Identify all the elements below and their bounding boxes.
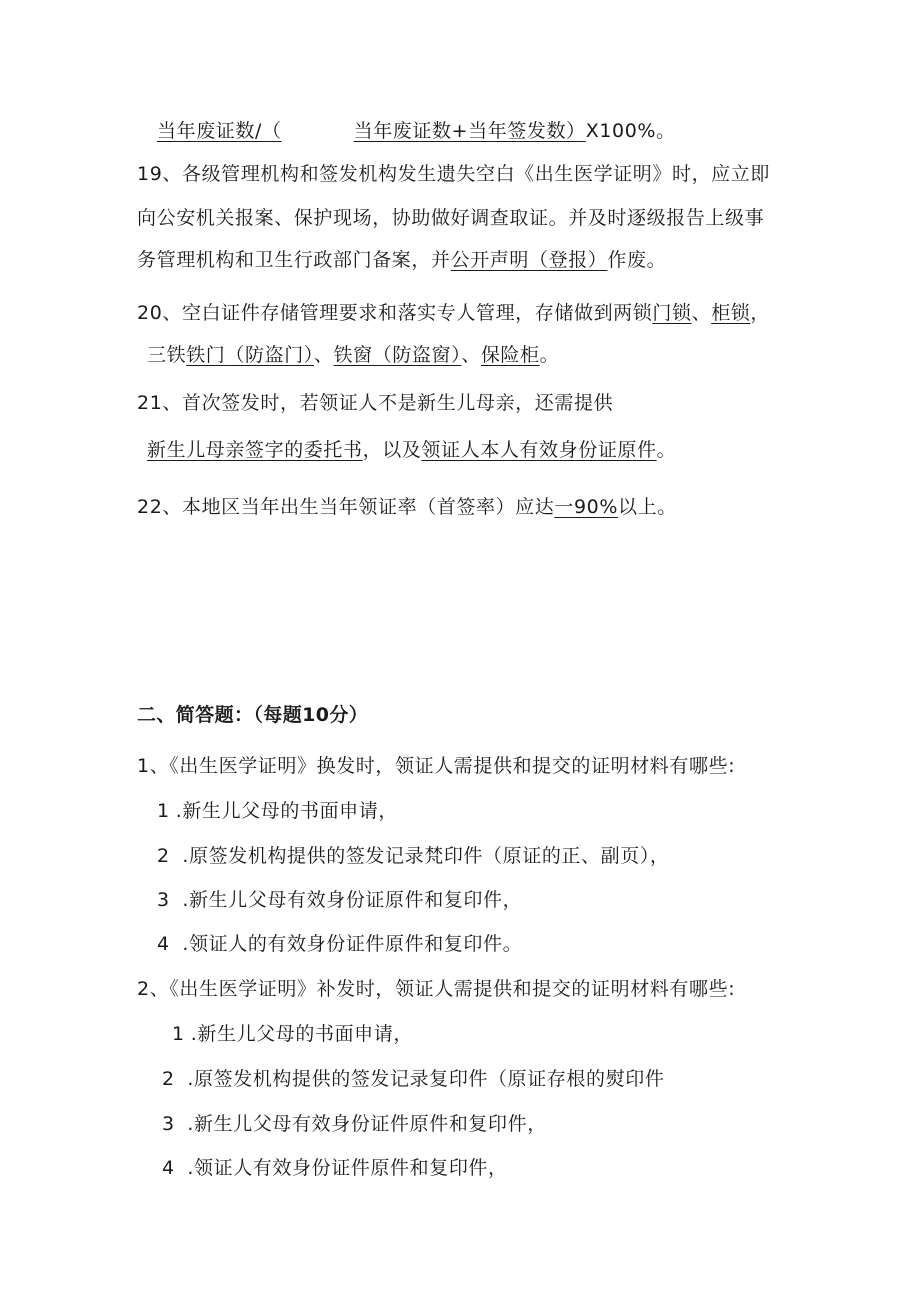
- sa2-item-2-num: 2: [162, 1068, 175, 1090]
- sa2-item-3-text: .新生儿父母有效身份证件原件和复印件，: [187, 1113, 547, 1135]
- sa2-item-4-text: .领证人有效身份证件原件和复印件，: [187, 1157, 508, 1179]
- sa1-item-4: [157, 930, 522, 958]
- sa2-item-1: [172, 1020, 413, 1048]
- q21-mid: ，以及: [362, 439, 422, 461]
- q19-line3-end: 作废。: [607, 249, 667, 271]
- q19-answer: 公开声明（登报）: [450, 249, 608, 271]
- sa2-item-2: [162, 1065, 664, 1093]
- section2-heading: 二、简答题：（每题10分）: [137, 704, 369, 726]
- sa2-item-1-num: 1: [172, 1023, 185, 1045]
- q20-sep2: 、: [461, 344, 481, 366]
- sa1-question: 1、《出生医学证明》换发时，领证人需提供和提交的证明材料有哪些:: [137, 755, 736, 777]
- sa1-item-1: [157, 797, 398, 825]
- q20-sep: 、: [691, 302, 712, 324]
- q18-formula-tail: X100%。: [585, 120, 676, 142]
- q19-line3: [137, 246, 666, 274]
- q20-line1-text: 20、空白证件存储管理要求和落实专人管理，存储做到两锁: [137, 302, 653, 324]
- q20-answer-iron-door: 铁门（防盗门）: [186, 344, 314, 366]
- q20-line1-end: ，: [750, 302, 771, 324]
- sa2-item-3-num: 3: [162, 1113, 175, 1135]
- q18-formula-line: [157, 117, 676, 145]
- q20-answer-iron-window: 铁窗（防盗窗）: [333, 344, 462, 366]
- sa1-item-4-text: .领证人的有效身份证件原件和复印件。: [182, 933, 523, 955]
- sa1-item-1-num: 1: [157, 800, 170, 822]
- q20-line2: [147, 341, 559, 369]
- sa2-question: 2、《出生医学证明》补发时，领证人需提供和提交的证明材料有哪些:: [137, 978, 736, 1000]
- sa1-item-4-num: 4: [157, 933, 170, 955]
- sa1-item-3-num: 3: [157, 889, 170, 911]
- sa2-item-2-text: .原签发机构提供的签发记录复印件（原证存根的熨印件: [187, 1068, 665, 1090]
- q20-line2-end: 。: [539, 344, 560, 366]
- q22-answer: 一90%: [554, 496, 619, 518]
- q22-text: 22、本地区当年出生当年领证率（首签率）应达: [137, 496, 555, 518]
- sa2-item-4-num: 4: [162, 1157, 175, 1179]
- q20-sep1: 、: [313, 344, 334, 366]
- q21-line2: [147, 436, 676, 464]
- sa1-item-2: [157, 842, 670, 870]
- sa1-item-3: [157, 886, 522, 914]
- sa2-item-1-text: .新生儿父母的书面申请，: [190, 1023, 413, 1045]
- q20-answer-door-lock: 门锁: [652, 302, 692, 324]
- sa1-item-1-text: .新生儿父母的书面申请，: [175, 800, 398, 822]
- sa2-item-4: [162, 1154, 508, 1182]
- q20-line1: [137, 299, 770, 327]
- q22-end: 以上。: [618, 496, 677, 518]
- q20-line2-text: 三铁: [147, 344, 187, 366]
- q22-line: [137, 493, 677, 521]
- q20-answer-safe: 保险柜: [480, 344, 540, 366]
- q20-answer-cabinet-lock: 柜锁: [711, 302, 751, 324]
- q21-line1: 21、首次签发时，若领证人不是新生儿母亲，还需提供: [137, 392, 614, 414]
- q18-answer-part1: 当年废证数/（: [157, 120, 282, 142]
- q18-answer-part2: 当年废证数+当年签发数）: [353, 120, 586, 142]
- sa1-item-2-num: 2: [157, 845, 170, 867]
- sa2-item-3: [162, 1110, 547, 1138]
- q21-answer-authorization: 新生儿母亲签字的委托书: [147, 439, 363, 461]
- q21-end: 。: [656, 439, 677, 461]
- q19-line3-text: 务管理机构和卫生行政部门备案，并: [137, 249, 451, 271]
- q19-line1: 19、各级管理机构和签发机构发生遗失空白《出生医学证明》时，应立即: [137, 163, 770, 185]
- sa1-item-2-text: .原签发机构提供的签发记录梵印件（原证的正、副页），: [182, 845, 670, 867]
- sa1-item-3-text: .新生儿父母有效身份证原件和复印件，: [182, 889, 523, 911]
- q19-line2: 向公安机关报案、保护现场，协助做好调查取证。并及时逐级报告上级事: [137, 207, 765, 229]
- q21-answer-id: 领证人本人有效身份证原件: [421, 439, 657, 461]
